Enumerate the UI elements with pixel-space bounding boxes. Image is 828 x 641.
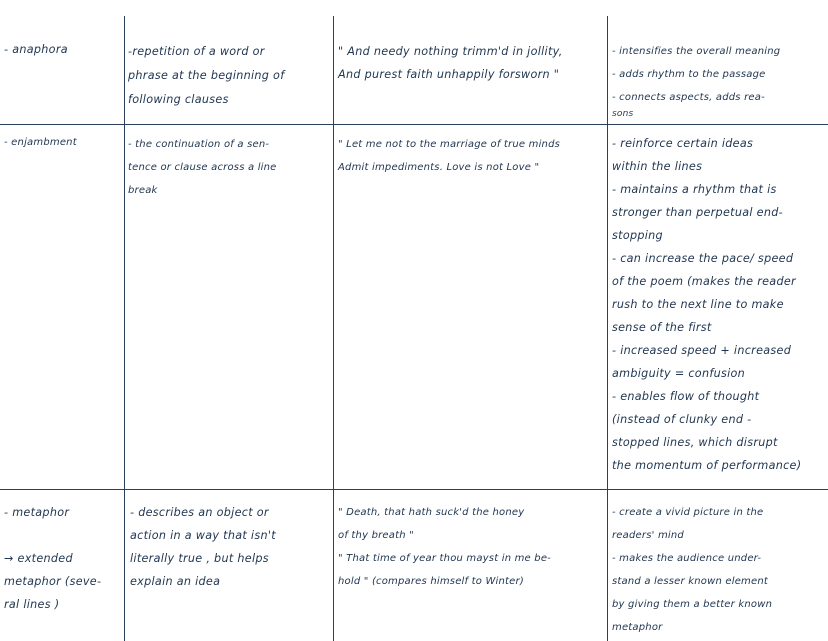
term-text: - anaphora (4, 43, 68, 56)
term-cell-enjambment (4, 131, 77, 154)
example-cell-anaphora (338, 40, 563, 86)
definition-cell-anaphora (128, 40, 284, 112)
definition-line: literally true , but helps (130, 552, 269, 565)
term-cell-metaphor (4, 501, 101, 616)
definition-line: phrase at the beginning of (128, 69, 285, 82)
row-divider-2 (0, 489, 828, 490)
example-cell-enjambment (338, 133, 560, 179)
definition-line: - the continuation of a sen- (128, 139, 270, 150)
definition-cell-metaphor (130, 501, 276, 593)
term-text: ral lines ) (4, 598, 60, 611)
effect-line: the momentum of performance) (612, 459, 802, 472)
effect-line: sons (612, 109, 634, 119)
effect-line: - intensifies the overall meaning (612, 46, 781, 57)
effect-line: stand a lesser known element (612, 576, 769, 587)
effect-line: ambiguity = confusion (612, 367, 746, 380)
effect-line: by giving them a better known (612, 599, 773, 610)
definition-line: action in a way that isn't (130, 529, 276, 542)
effect-line: metaphor (612, 622, 663, 633)
definition-line: -repetition of a word or (128, 45, 265, 58)
definition-line: break (128, 185, 158, 196)
effect-line: - can increase the pace/ speed (612, 252, 794, 265)
row-divider-1 (0, 124, 828, 125)
term-text: - enjambment (4, 137, 77, 148)
effect-line: sense of the first (612, 321, 712, 334)
term-text: metaphor (seve- (4, 575, 102, 588)
example-line: " Let me not to the marriage of true minds (338, 139, 561, 150)
example-line: And purest faith unhappily forsworn " (338, 68, 560, 81)
effect-line: - connects aspects, adds rea- (612, 92, 765, 103)
term-cell-anaphora (4, 38, 68, 61)
effect-line: - reinforce certain ideas (612, 137, 754, 150)
example-line: " Death, that hath suck'd the honey (338, 507, 525, 518)
column-divider-3 (607, 16, 608, 641)
definition-line: tence or clause across a line (128, 162, 277, 173)
effect-line: within the lines (612, 160, 703, 173)
example-line: " And needy nothing trimm'd in jollity, (338, 45, 563, 58)
effect-line: - enables flow of thought (612, 390, 760, 403)
definition-line: - describes an object or (130, 506, 269, 519)
effect-line: - adds rhythm to the passage (612, 69, 766, 80)
example-line: of thy breath " (338, 530, 414, 541)
effect-line: - increased speed + increased (612, 344, 792, 357)
effect-line: - create a vivid picture in the (612, 507, 764, 518)
definition-line: following clauses (128, 93, 229, 106)
example-cell-metaphor (338, 501, 551, 593)
effect-cell-anaphora (612, 40, 780, 119)
definition-cell-enjambment (128, 133, 277, 202)
term-text (4, 524, 101, 547)
effect-line: stopping (612, 229, 663, 242)
example-line: Admit impediments. Love is not Love " (338, 162, 540, 173)
definition-line: explain an idea (130, 575, 221, 588)
term-text: → extended (4, 552, 73, 565)
column-divider-2 (333, 16, 334, 641)
effect-cell-metaphor (612, 501, 772, 639)
example-line: " That time of year thou mayst in me be- (338, 553, 551, 564)
effect-line: rush to the next line to make (612, 298, 784, 311)
effect-line: stronger than perpetual end- (612, 206, 783, 219)
example-line: hold " (compares himself to Winter) (338, 576, 524, 587)
effect-line: of the poem (makes the reader (612, 275, 796, 288)
term-text: - metaphor (4, 506, 70, 519)
effect-line: - makes the audience under- (612, 553, 762, 564)
effect-cell-enjambment (612, 132, 801, 477)
effect-line: - maintains a rhythm that is (612, 183, 777, 196)
effect-line: readers' mind (612, 530, 684, 541)
effect-line: (instead of clunky end - (612, 413, 752, 426)
column-divider-1 (124, 16, 125, 641)
effect-line: stopped lines, which disrupt (612, 436, 778, 449)
